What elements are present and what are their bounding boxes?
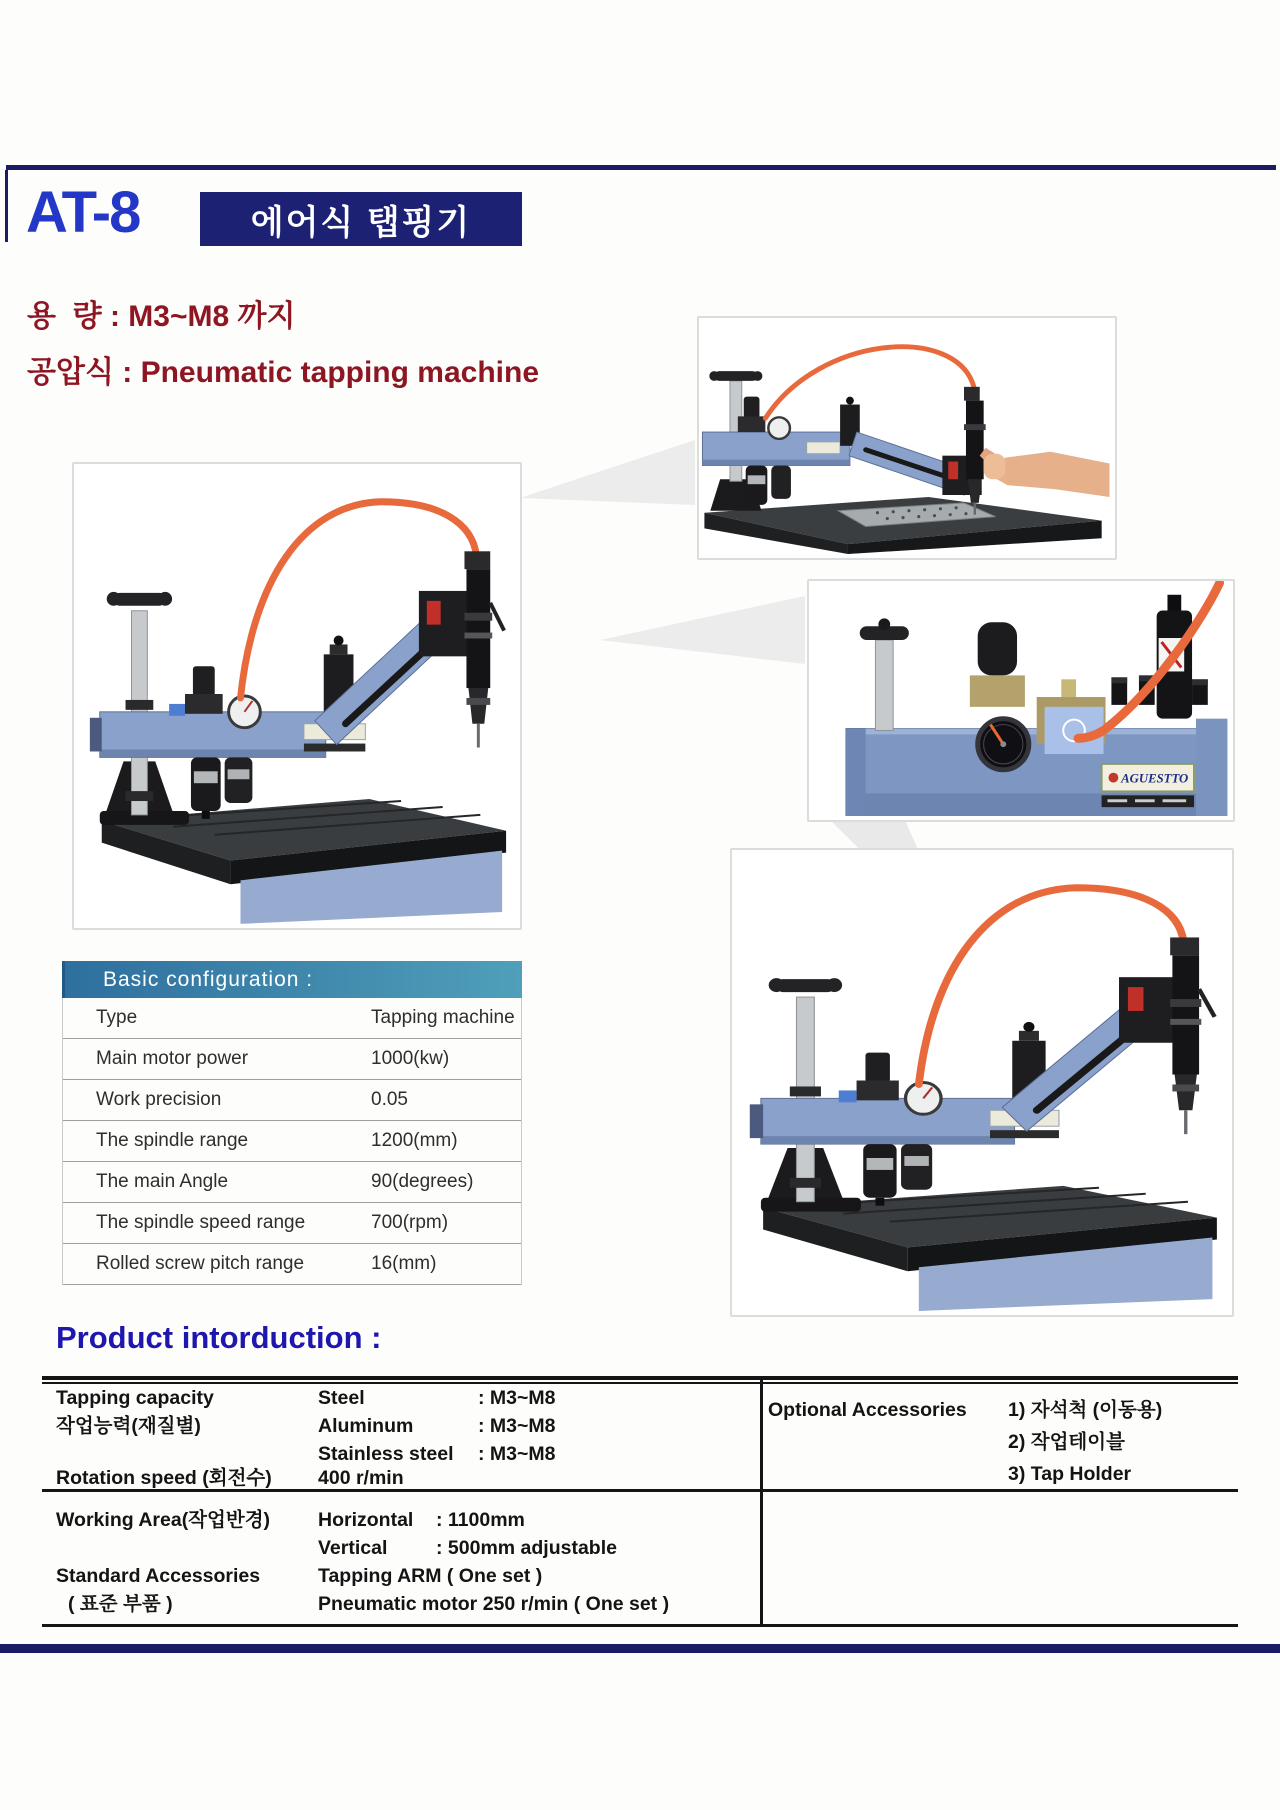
axis-value: : 500mm adjustable [436,1537,617,1559]
config-value: 700(rpm) [371,1212,449,1233]
material-label: Aluminum [318,1415,414,1437]
bottom-bar [0,1644,1280,1653]
standard-accessories-label: Standard Accessories [56,1565,261,1587]
config-label: Type [96,1007,138,1028]
axis-value: : 1100mm [436,1509,525,1531]
frl-closeup-drawing [809,581,1229,816]
table-row [63,1203,521,1244]
product-introduction-heading: Product intorduction : [56,1320,382,1355]
callout-wedge [600,596,805,664]
working-area-vertical [318,1536,617,1560]
table-row [63,1162,521,1203]
table-border [42,1382,1238,1384]
rotation-speed-value: 400 r/min [318,1467,404,1489]
config-label: The spindle speed range [96,1212,306,1233]
config-value: 0.05 [371,1089,408,1110]
optional-accessory-item: 2) 작업테이블 [1008,1431,1125,1453]
working-area-label: Working Area(작업반경) [56,1509,271,1531]
config-table-header: Basic configuration : [62,961,522,998]
photo-frl-closeup [807,579,1235,822]
table-border [42,1376,1238,1380]
tapping-capacity-label: Tapping capacity [56,1387,214,1409]
config-value: 1000(kw) [371,1048,450,1069]
photo-full-view [730,848,1234,1317]
table-border [42,1624,1238,1627]
config-value: 90(degrees) [371,1171,474,1192]
capacity-line: 용 량 : M3~M8 까지 [27,300,296,333]
standard-accessory-item: Tapping ARM ( One set ) [318,1565,543,1587]
axis-label: Vertical [318,1537,388,1559]
air-hose [765,347,973,419]
hand-operation-drawing [699,318,1111,554]
material-label: Steel [318,1387,365,1409]
material-value: : M3~M8 [478,1387,556,1409]
table-row [63,998,521,1039]
table-row [63,1080,521,1121]
tapping-capacity-label-kr: 작업능력(재질별) [56,1415,201,1437]
optional-accessory-item: 1) 자석척 (이동용) [1008,1399,1163,1421]
config-label: Rolled screw pitch range [96,1253,305,1274]
photo-main-machine [72,462,522,930]
axis-label: Horizontal [318,1509,414,1531]
material-value: : M3~M8 [478,1415,556,1437]
table-divider [760,1376,763,1627]
brand-plate [1102,764,1194,807]
optional-accessory-item: 3) Tap Holder [1008,1463,1132,1485]
capacity-stainless [318,1442,555,1466]
config-value: Tapping machine [371,1007,515,1028]
pressure-gauge [978,719,1029,770]
table-row [63,1121,521,1162]
operator-hand [980,448,1110,497]
tapping-machine-drawing [74,464,516,924]
material-value: : M3~M8 [478,1443,556,1465]
capacity-aluminum [318,1414,555,1438]
tapping-machine-drawing [732,850,1228,1311]
valve-block [1037,679,1106,754]
support-post [860,618,909,730]
config-value: 16(mm) [371,1253,437,1274]
config-label: Main motor power [96,1048,249,1069]
standard-accessory-item: Pneumatic motor 250 r/min ( One set ) [318,1593,670,1615]
table-row [63,1244,521,1285]
regulator [970,622,1025,707]
brand-plate [807,442,840,454]
material-label: Stainless steel [318,1443,454,1465]
rotation-speed-label: Rotation speed (회전수) [56,1467,272,1489]
config-label: The spindle range [96,1130,249,1151]
optional-accessories-label: Optional Accessories [768,1399,967,1421]
working-area-horizontal [318,1508,525,1532]
config-label: The main Angle [96,1171,229,1192]
config-table [62,998,522,1285]
callout-wedge [520,440,695,505]
config-value: 1200(mm) [371,1130,458,1151]
brand-label: AGUESTTO [1121,771,1189,786]
config-label: Work precision [96,1089,222,1110]
product-introduction-table [42,1376,1238,1628]
left-tick [5,170,8,242]
page-title-model: AT-8 [26,180,140,245]
table-row [63,1039,521,1080]
top-rule [6,165,1276,170]
work-table [704,497,1101,554]
pressure-gauge [768,417,790,439]
capacity-steel [318,1386,555,1410]
photo-hand-operation [697,316,1117,560]
title-banner: 에어식 탭핑기 [200,192,522,246]
standard-accessories-label-kr: ( 표준 부품 ) [68,1593,173,1615]
type-line: 공압식 : Pneumatic tapping machine [27,356,540,389]
